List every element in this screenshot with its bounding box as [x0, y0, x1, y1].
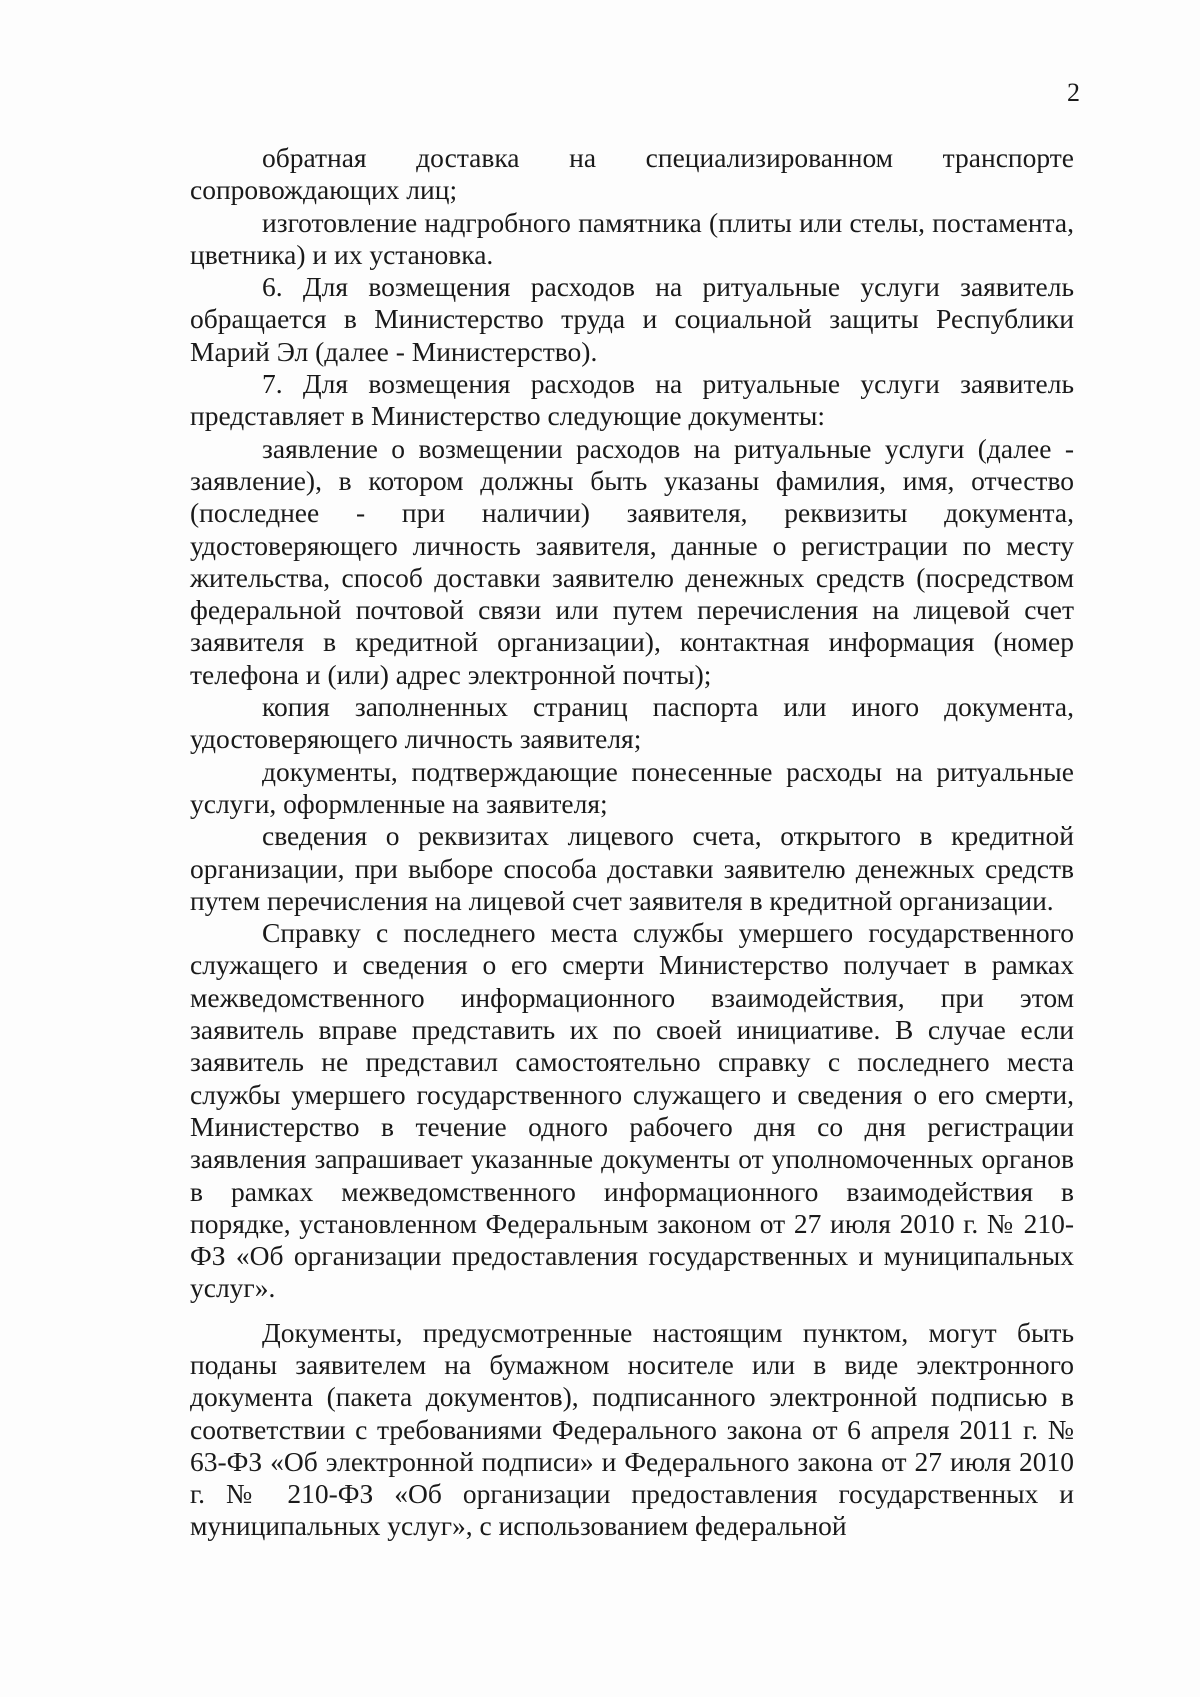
document-body: [190, 142, 1074, 1543]
paragraph-expense-documents: документы, подтверждающие понесенные расходы на ритуальные услуги, оформленные на заявителя;: [190, 755, 1074, 819]
paragraph-account-details: сведения о реквизитах лицевого счета, открытого в кредитной организации, при выборе способа доставки заявителю денежных средств путем перечисления на лицевой счет заявителя в кредитной организации.: [190, 820, 1074, 916]
paragraph-passport-copy: копия заполненных страниц паспорта или иного документа, удостоверяющего личность заявителя;: [190, 691, 1074, 755]
paragraph-monument: изготовление надгробного памятника (плиты или стелы, постамента, цветника) и их установка.: [190, 206, 1074, 270]
paragraph-return-delivery: обратная доставка на специализированном транспорте сопровождающих лиц;: [190, 142, 1074, 206]
paragraph-submission: Документы, предусмотренные настоящим пунктом, могут быть поданы заявителем на бумажном носителе или в виде электронного документа (пакета документов), подписанного электронной подписью в соответствии с требованиями Федерального закона от 6 апреля 2011 г. № 63-ФЗ «Об электронной подписи» и Федерального закона от 27 июля 2010 г. № 210-ФЗ «Об организации предоставления государственных и муниципальных услуг», с использованием федеральной: [190, 1316, 1074, 1542]
page-number: 2: [1067, 78, 1080, 107]
paragraph-application: заявление о возмещении расходов на ритуальные услуги (далее - заявление), в котором должны быть указаны фамилия, имя, отчество (последнее - при наличии) заявителя, реквизиты документа, удостоверяющего личность заявителя, данные о регистрации по месту жительства, способ доставки заявителю денежных средств (посредством федеральной почтовой связи или путем перечисления на лицевой счет заявителя в кредитной организации), контактная информация (номер телефона и (или) адрес электронной почты);: [190, 432, 1074, 690]
paragraph-item-7: 7. Для возмещения расходов на ритуальные услуги заявитель представляет в Министерство следующие документы:: [190, 368, 1074, 432]
paragraph-service-certificate: Справку с последнего места службы умершего государственного служащего и сведения о его смерти Министерство получает в рамках межведомственного информационного взаимодействия, при этом заявитель вправе представить их по своей инициативе. В случае если заявитель не представил самостоятельно справку с последнего места службы умершего государственного служащего и сведения о его смерти, Министерство в течение одного рабочего дня со дня регистрации заявления запрашивает указанные документы от уполномоченных органов в рамках межведомственного информационного взаимодействия в порядке, установленном Федеральным законом от 27 июля 2010 г. № 210-ФЗ «Об организации предоставления государственных и муниципальных услуг».: [190, 917, 1074, 1304]
paragraph-item-6: 6. Для возмещения расходов на ритуальные услуги заявитель обращается в Министерство труда и социальной защиты Республики Марий Эл (далее - Министерство).: [190, 271, 1074, 367]
